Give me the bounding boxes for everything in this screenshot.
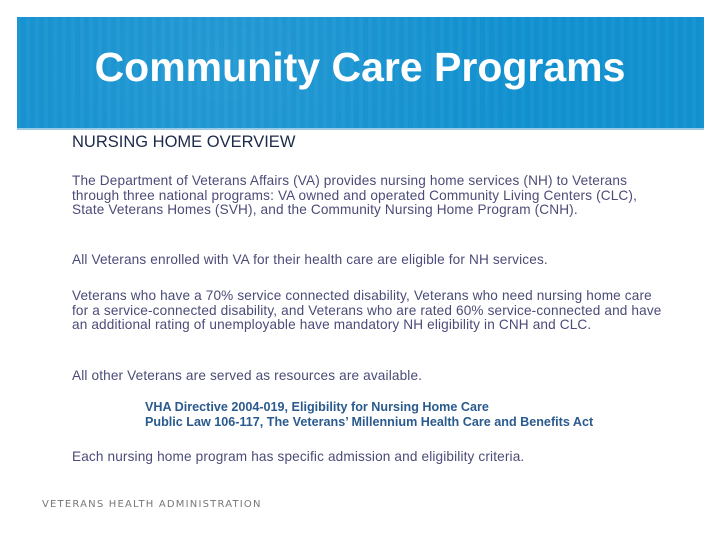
reference-directive: VHA Directive 2004-019, Eligibility for Nursing Home Care <box>145 400 489 414</box>
footer-organization: VETERANS HEALTH ADMINISTRATION <box>42 499 262 510</box>
reference-public-law: Public Law 106-117, The Veterans’ Millennium Health Care and Benefits Act <box>145 414 594 429</box>
slide-title: Community Care Programs <box>94 44 626 90</box>
paragraph-other: All other Veterans are served as resources are available. <box>72 368 423 383</box>
paragraph-mandatory: Veterans who have a 70% service connected disability, Veterans who need nursing home care for a service-connected disability, and Veterans who are rated 60% service-connected and have an additional rating of unemployable have mandatory NH eligibility in CNH and CLC. <box>72 288 662 332</box>
section-heading: NURSING HOME OVERVIEW <box>72 133 296 151</box>
paragraph-intro: The Department of Veterans Affairs (VA) provides nursing home services (NH) to Veterans through three national programs: VA owned and operated Community Living Centers (CLC), State Veterans Homes (SVH), and the Community Nursing Home Program (CNH). <box>72 173 637 217</box>
paragraph-closing: Each nursing home program has specific admission and eligibility criteria. <box>72 449 525 464</box>
paragraph-eligibility: All Veterans enrolled with VA for their health care are eligible for NH services. <box>72 252 548 267</box>
references <box>145 400 593 429</box>
banner-divider <box>17 128 704 130</box>
